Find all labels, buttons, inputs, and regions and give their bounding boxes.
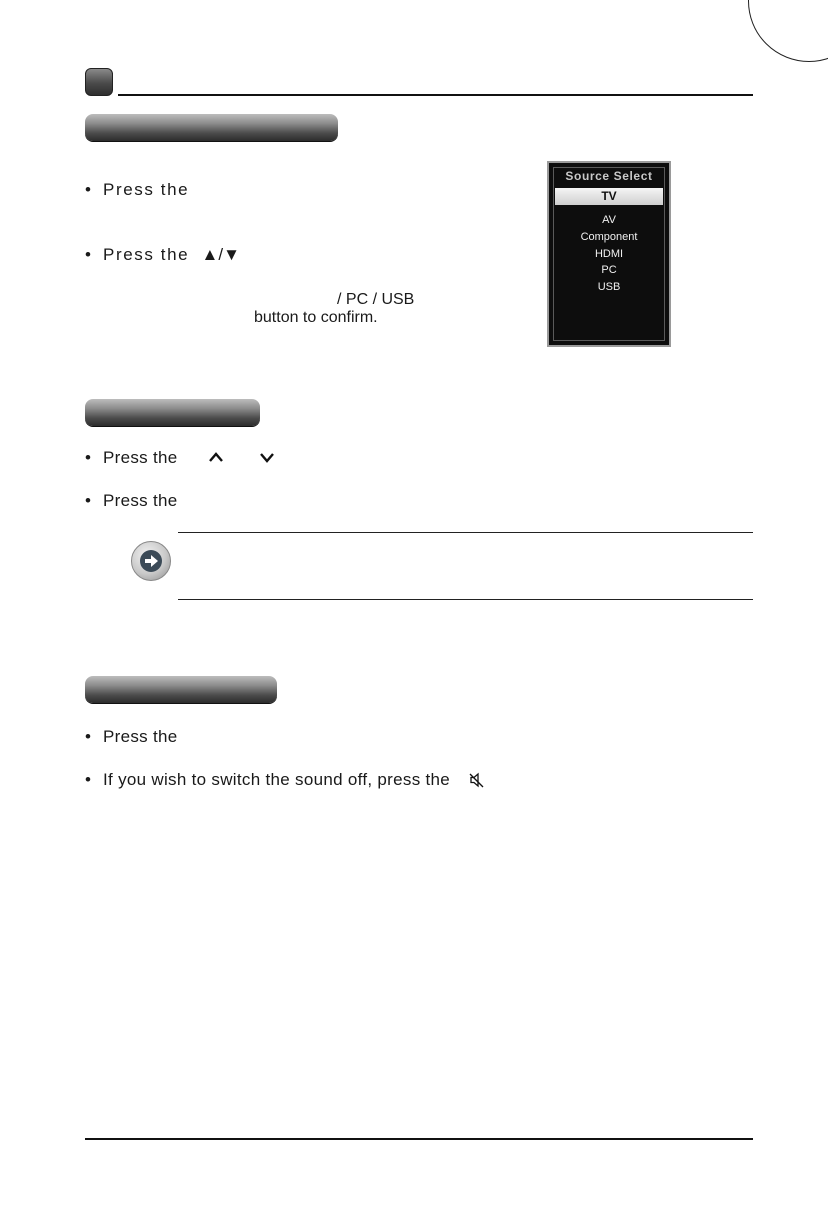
source-option-selected[interactable]: TV bbox=[555, 188, 663, 205]
confirm-text: button to confirm. bbox=[254, 309, 378, 326]
mute-speaker-icon bbox=[469, 772, 485, 788]
source-select-title: Source Select bbox=[565, 169, 653, 183]
source-bullet-2: • Press the ▲/▼ bbox=[85, 245, 240, 264]
section-bar-volume bbox=[85, 676, 277, 703]
source-option[interactable]: USB bbox=[597, 281, 621, 294]
volume-bullet-1: • Press the bbox=[85, 727, 178, 746]
note-bottom-rule bbox=[178, 599, 753, 600]
bullet-text: Press the bbox=[103, 180, 190, 199]
channel-bullet-1: • Press the bbox=[85, 448, 178, 467]
footer-rule bbox=[85, 1138, 753, 1140]
chevron-down-icon bbox=[259, 451, 275, 463]
bullet-text: Press the bbox=[103, 491, 178, 510]
section-bar-source bbox=[85, 114, 338, 141]
source-bullet-1: • Press the bbox=[85, 180, 190, 199]
source-option-list bbox=[549, 212, 669, 296]
chapter-square-icon bbox=[85, 68, 113, 96]
sources-fragment: / PC / USB bbox=[337, 291, 415, 308]
source-option[interactable]: PC bbox=[601, 264, 617, 277]
volume-bullet-2: • If you wish to switch the sound off, press the bbox=[85, 770, 451, 789]
bullet-text: Press the bbox=[103, 448, 178, 467]
page-corner-arc bbox=[748, 0, 828, 62]
bullet-text: Press the bbox=[103, 245, 190, 264]
note-top-rule bbox=[178, 532, 753, 533]
arrow-right-circle-icon bbox=[131, 541, 171, 581]
channel-bullet-2: • Press the bbox=[85, 491, 178, 510]
bullet-text: If you wish to switch the sound off, press the bbox=[103, 770, 451, 789]
source-select-menu bbox=[547, 161, 671, 347]
source-option[interactable]: HDMI bbox=[594, 247, 624, 260]
up-down-arrows: ▲/▼ bbox=[201, 245, 240, 264]
chevron-up-icon bbox=[208, 451, 224, 463]
header-rule bbox=[118, 94, 753, 96]
source-option[interactable]: AV bbox=[602, 214, 616, 226]
bullet-text: Press the bbox=[103, 727, 178, 746]
source-option[interactable]: Component bbox=[580, 230, 638, 243]
section-bar-channel bbox=[85, 399, 260, 426]
